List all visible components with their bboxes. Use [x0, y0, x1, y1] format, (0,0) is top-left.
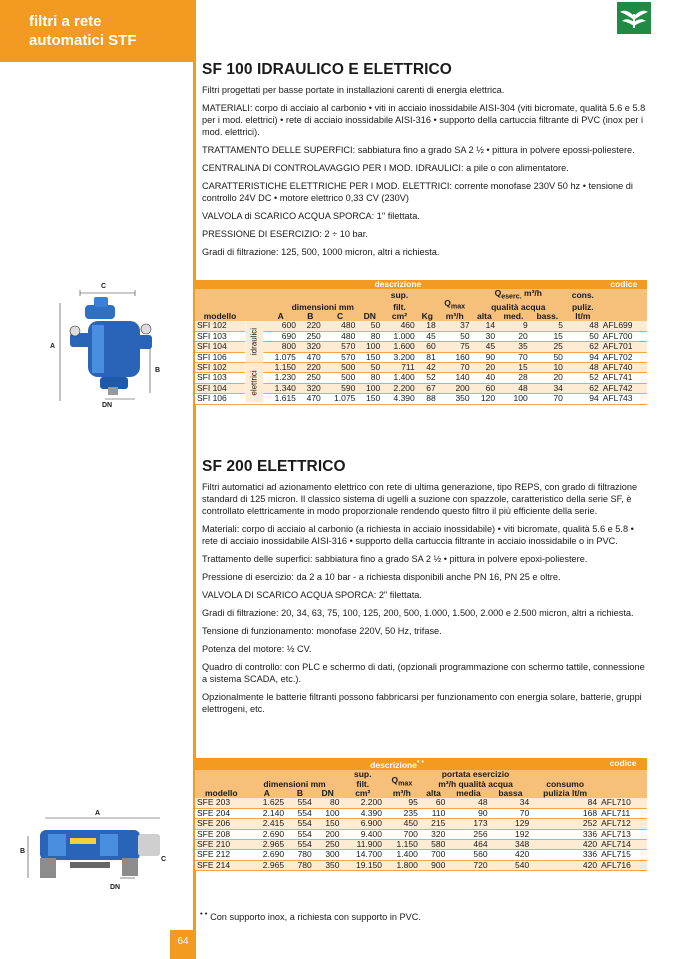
th-kg: Kg — [417, 312, 438, 321]
table-cell: 45 — [417, 331, 438, 341]
table-cell: 350 — [314, 860, 342, 870]
th-qmax: $Q_{max}$ — [438, 289, 472, 312]
th-pulizia: pulizia lt/m — [531, 789, 599, 798]
table-desc-header: descrizione• • — [195, 758, 599, 770]
table-cell: 220 — [298, 362, 323, 372]
table-cell: 62 — [565, 383, 601, 393]
th-c: C — [323, 312, 358, 321]
th-sup: sup. — [342, 770, 385, 779]
sf200-paragraph: VALVOLA DI SCARICO ACQUA SPORCA: 2" filettata. — [202, 590, 422, 600]
brand-logo-icon — [617, 2, 651, 34]
table-cell: SFI 104 — [195, 342, 245, 352]
th-dimensioni: dimensioni mm — [263, 289, 382, 312]
table-cell: AFL710 — [599, 798, 647, 808]
sf200-table-body — [195, 798, 647, 870]
dim-label-c: C — [101, 283, 107, 290]
sf100-section — [202, 61, 646, 264]
sf100-paragraph: PRESSIONE DI ESERCIZIO: 2 ÷ 10 bar. — [202, 229, 368, 239]
table-cell: AFL701 — [601, 342, 647, 352]
table-row — [195, 819, 647, 829]
table-cell: 200 — [438, 383, 472, 393]
table-cell: 2.965 — [248, 840, 287, 850]
table-cell: AFL716 — [599, 860, 647, 870]
table-cell: 460 — [382, 321, 417, 331]
table-cell: 80 — [357, 331, 382, 341]
table-row — [195, 798, 647, 808]
table-cell: 50 — [357, 321, 382, 331]
table-row — [195, 362, 647, 372]
table-cell: 220 — [298, 321, 323, 331]
table-cell: 50 — [530, 352, 565, 362]
table-cell: 94 — [565, 352, 601, 362]
table-cell: 192 — [490, 829, 532, 839]
page-number: 64 — [170, 930, 196, 959]
table-cell: 5 — [530, 321, 565, 331]
table-cell: 160 — [438, 352, 472, 362]
table-cell: 690 — [263, 331, 298, 341]
table-cell: 40 — [472, 373, 498, 383]
table-cell: 75 — [438, 342, 472, 352]
table-cell: 4.390 — [382, 394, 417, 404]
table-cell: SFE 210 — [195, 840, 248, 850]
table-cell: 35 — [497, 342, 530, 352]
table-cell: SFE 212 — [195, 850, 248, 860]
table-cell: 70 — [497, 352, 530, 362]
table-cell: 30 — [472, 331, 498, 341]
th-portata: portata esercizio — [420, 770, 531, 779]
table-cell: SFI 106 — [195, 394, 245, 404]
table-cell: 52 — [565, 373, 601, 383]
table-cell: 2.200 — [382, 383, 417, 393]
th-filt: filt. — [382, 303, 417, 312]
sf100-paragraph: Gradi di filtrazione: 125, 500, 1000 micron, altri a richiesta. — [202, 247, 440, 257]
table-cell: 42 — [417, 362, 438, 372]
table-cell: 470 — [298, 352, 323, 362]
section-tab — [0, 0, 193, 62]
table-cell: 60 — [417, 342, 438, 352]
table-cell: SFE 204 — [195, 808, 248, 818]
table-cell: 1.075 — [323, 394, 358, 404]
th-dn: DN — [357, 312, 382, 321]
sf100-paragraph: Filtri progettati per basse portate in installazioni carenti di energia elettrica. — [202, 85, 505, 95]
th-modello: modello — [195, 312, 245, 321]
table-cell: 700 — [384, 829, 420, 839]
table-cell: 700 — [420, 850, 448, 860]
table-cell: 45 — [472, 342, 498, 352]
table-cell: 470 — [298, 394, 323, 404]
table-cell: 60 — [472, 383, 498, 393]
table-cell: 2.965 — [248, 860, 287, 870]
table-cell: 110 — [420, 808, 448, 818]
table-cell: 215 — [420, 819, 448, 829]
th-portata2: m³/h qualità acqua — [420, 780, 531, 789]
table-cell: 256 — [447, 829, 489, 839]
table-cell: 50 — [438, 331, 472, 341]
table-cell: 20 — [472, 362, 498, 372]
table-cell: 780 — [286, 860, 314, 870]
table-cell: 168 — [531, 808, 599, 818]
table-cell: AFL742 — [601, 383, 647, 393]
sf100-title: SF 100 IDRAULICO E ELETTRICO — [202, 61, 452, 78]
table-row — [195, 829, 647, 839]
table-cell: SFI 102 — [195, 362, 245, 372]
table-cell: 1.340 — [263, 383, 298, 393]
sf200-filter-illustration — [10, 808, 190, 893]
group-label-idraulici: idraulici — [245, 321, 263, 362]
table-cell: 420 — [531, 840, 599, 850]
table-cell: 580 — [420, 840, 448, 850]
table-cell: 6.900 — [342, 819, 385, 829]
th-a: A — [263, 312, 298, 321]
table-cell: 48 — [497, 383, 530, 393]
table-cell: 464 — [447, 840, 489, 850]
table-cell: 48 — [447, 798, 489, 808]
table-cell: 200 — [314, 829, 342, 839]
table-cell: AFL715 — [599, 850, 647, 860]
table-cell: 1.150 — [263, 362, 298, 372]
sf100-paragraph: CARATTERISTICHE ELETTRICHE PER I MOD. ELETTRICI: corrente monofase 230V 50 hz • tensione di controllo 24V DC • motore elettrico 0,33 CV (230V) — [202, 181, 633, 203]
table-cell: 150 — [314, 819, 342, 829]
th-cons: cons. — [565, 289, 601, 302]
table-cell: 94 — [565, 394, 601, 404]
table-cell: 1.800 — [384, 860, 420, 870]
th-filt: filt. — [342, 780, 385, 789]
section-title-line2: automatici STF — [29, 32, 137, 49]
table-cell: 84 — [531, 798, 599, 808]
table-cell: 450 — [384, 819, 420, 829]
table-cell: 320 — [298, 342, 323, 352]
table-row — [195, 850, 647, 860]
table-cell: 50 — [357, 362, 382, 372]
section-title-line1: filtri a rete — [29, 13, 102, 30]
th-qmax: $Q_{max}$ — [384, 770, 420, 789]
sf200-paragraph: Filtri automatici ad azionamento elettrico con rete di ultima generazione, tipo REPS, con grado di filtrazione standard di 125 micron. Il classico sistema di ugelli a suzione con spazzole, caratteristico della serie SF, è controllato elettricamente in modo proporzionale rendendo questo filtro il più efficiente della serie. — [202, 482, 638, 516]
table-cell: 9 — [497, 321, 530, 331]
table-cell: 88 — [417, 394, 438, 404]
table-cell: 1.615 — [263, 394, 298, 404]
th-alta: alta — [420, 789, 448, 798]
sf100-paragraph: CENTRALINA DI CONTROLAVAGGIO PER I MOD. IDRAULICI: a pile o con alimentatore. — [202, 163, 569, 173]
table-cell: 590 — [323, 383, 358, 393]
table-cell: 67 — [417, 383, 438, 393]
sf200-paragraph: Potenza del motore: ½ CV. — [202, 644, 312, 654]
table-cell: 129 — [490, 819, 532, 829]
th-b: B — [298, 312, 323, 321]
table-cell: 2.690 — [248, 850, 287, 860]
table-code-header: codice — [601, 280, 647, 289]
dim-label-dn: DN — [110, 884, 121, 891]
table-cell: SFI 106 — [195, 352, 245, 362]
dim-label-c: C — [161, 856, 167, 863]
table-desc-header: descrizione — [195, 280, 601, 289]
table-cell: 15 — [530, 331, 565, 341]
table-cell: 52 — [417, 373, 438, 383]
table-cell: 2.140 — [248, 808, 287, 818]
footnote-text: Con supporto inox, a richiesta con supporto in PVC. — [210, 912, 421, 923]
th-alta: alta — [472, 312, 498, 321]
table-cell: 554 — [286, 819, 314, 829]
table-cell: SFI 104 — [195, 383, 245, 393]
table-cell: 1.075 — [263, 352, 298, 362]
table-cell: 711 — [382, 362, 417, 372]
table-cell: 48 — [565, 362, 601, 372]
sf200-section — [202, 458, 646, 721]
dim-label-a: A — [50, 343, 56, 350]
th-media: media — [447, 789, 489, 798]
table-cell: 19.150 — [342, 860, 385, 870]
table-cell: AFL702 — [601, 352, 647, 362]
table-cell: 560 — [447, 850, 489, 860]
sf200-paragraph: Materiali: corpo di acciaio al carbonio (a richiesta in acciaio inossidabile) • viti bicromate, qualità 5.6 e 5.8 • rete di acciaio inossidabile AISI-316 • supporto della cartuccia filtrante in acciaio inossidabile o in PVC. — [202, 524, 634, 546]
table-row — [195, 840, 647, 850]
table-cell: 20 — [530, 373, 565, 383]
table-cell: 4.390 — [342, 808, 385, 818]
table-cell: AFL711 — [599, 808, 647, 818]
table-cell: 570 — [323, 342, 358, 352]
table-cell: 28 — [497, 373, 530, 383]
th-med: med. — [497, 312, 530, 321]
table-cell: 800 — [263, 342, 298, 352]
sf100-paragraph: VALVOLA di SCARICO ACQUA SPORCA: 1" filettata. — [202, 211, 420, 221]
table-cell: 554 — [286, 829, 314, 839]
table-cell: SFE 203 — [195, 798, 248, 808]
table-cell: 336 — [531, 850, 599, 860]
table-cell: 100 — [497, 394, 530, 404]
th-lt: lt/m — [565, 312, 601, 321]
sf100-table — [195, 280, 647, 405]
table-cell: 9.400 — [342, 829, 385, 839]
table-cell: 14.700 — [342, 850, 385, 860]
sf200-title: SF 200 ELETTRICO — [202, 458, 346, 475]
table-cell: 600 — [263, 321, 298, 331]
dim-label-b: B — [20, 848, 26, 855]
th-b: B — [286, 789, 314, 798]
table-cell: 720 — [447, 860, 489, 870]
table-cell: 320 — [298, 383, 323, 393]
table-cell: 420 — [490, 850, 532, 860]
table-cell: 70 — [490, 808, 532, 818]
table-cell: 250 — [298, 331, 323, 341]
table-cell: 150 — [357, 352, 382, 362]
table-cell: 1.230 — [263, 373, 298, 383]
table-cell: 34 — [490, 798, 532, 808]
table-cell: 350 — [438, 394, 472, 404]
table-cell: 34 — [530, 383, 565, 393]
th-bass: bass. — [530, 312, 565, 321]
table-row — [195, 860, 647, 870]
table-cell: 11.900 — [342, 840, 385, 850]
table-cell: 90 — [472, 352, 498, 362]
th-qeserc: $Q_{eserc.}$ m³/h — [472, 289, 565, 302]
table-cell: 250 — [314, 840, 342, 850]
table-cell: 780 — [286, 850, 314, 860]
dim-label-dn: DN — [102, 402, 113, 409]
table-cell: 70 — [438, 362, 472, 372]
table-cell: 173 — [447, 819, 489, 829]
table-cell: 1.625 — [248, 798, 287, 808]
th-dn: DN — [314, 789, 342, 798]
table-cell: 48 — [565, 321, 601, 331]
sf100-paragraph: TRATTAMENTO DELLE SUPERFICI: sabbiatura fino a grado SA 2 ½ • pittura in polvere epossi-poliestere. — [202, 145, 635, 155]
table-cell: 554 — [286, 808, 314, 818]
table-cell: 570 — [323, 352, 358, 362]
table-cell: 1.400 — [382, 373, 417, 383]
dim-label-a: A — [95, 810, 101, 817]
th-bassa: bassa — [490, 789, 532, 798]
table-cell: 540 — [490, 860, 532, 870]
table-cell: 480 — [323, 331, 358, 341]
table-cell: 81 — [417, 352, 438, 362]
table-cell: AFL700 — [601, 331, 647, 341]
table-cell: AFL713 — [599, 829, 647, 839]
table-cell: 252 — [531, 819, 599, 829]
table-cell: 50 — [565, 331, 601, 341]
table-code-header: codice — [599, 758, 647, 770]
table-cell: AFL699 — [601, 321, 647, 331]
table-cell: 10 — [530, 362, 565, 372]
table-cell: SFI 103 — [195, 331, 245, 341]
table-cell: 2.690 — [248, 829, 287, 839]
table-cell: 80 — [314, 798, 342, 808]
table-cell: 1.000 — [382, 331, 417, 341]
th-sup: sup. — [382, 289, 417, 302]
th-cm2: cm² — [342, 789, 385, 798]
filter-battery-drawing-icon — [10, 808, 190, 893]
table-cell: 80 — [357, 373, 382, 383]
table-cell: 235 — [384, 808, 420, 818]
table-cell: 348 — [490, 840, 532, 850]
th-m3h: m³/h — [438, 312, 472, 321]
table-cell: SFE 214 — [195, 860, 248, 870]
table-cell: 60 — [420, 798, 448, 808]
table-cell: 300 — [314, 850, 342, 860]
table-row — [195, 321, 647, 331]
sf200-table — [195, 758, 647, 871]
sf200-paragraph: Opzionalmente le batterie filtranti possono fabbricarsi per funzionamento con energia solare, batterie, gruppi elettrogeni, etc. — [202, 692, 642, 714]
table-cell: 2.200 — [342, 798, 385, 808]
table-cell: 900 — [420, 860, 448, 870]
table-cell: AFL741 — [601, 373, 647, 383]
table-cell: 100 — [314, 808, 342, 818]
table-cell: 500 — [323, 362, 358, 372]
sf100-table-body — [195, 321, 647, 404]
table-cell: AFL712 — [599, 819, 647, 829]
table-cell: 150 — [357, 394, 382, 404]
table-cell: 18 — [417, 321, 438, 331]
table-cell: 554 — [286, 840, 314, 850]
table-cell: SFI 102 — [195, 321, 245, 331]
table-cell: 3.200 — [382, 352, 417, 362]
footnote-marker: • • — [200, 909, 208, 918]
th-consumo: consumo — [531, 770, 599, 789]
th-puliz: puliz. — [565, 303, 601, 312]
table-cell: 554 — [286, 798, 314, 808]
table-cell: 320 — [420, 829, 448, 839]
group-label-elettrici: elettrici — [245, 362, 263, 404]
table-row — [195, 808, 647, 818]
table-cell: 120 — [472, 394, 498, 404]
table-cell: 90 — [447, 808, 489, 818]
table-cell: 140 — [438, 373, 472, 383]
table-cell: 100 — [357, 383, 382, 393]
table-cell: 95 — [384, 798, 420, 808]
table-cell: 480 — [323, 321, 358, 331]
table-cell: 250 — [298, 373, 323, 383]
table-cell: 1.400 — [384, 850, 420, 860]
dim-label-b: B — [155, 367, 161, 374]
table-cell: 100 — [357, 342, 382, 352]
sf100-paragraph: MATERIALI: corpo di acciaio al carbonio • viti in acciaio inossidabile AISI-304 (viti bicromate, qualità 5.6 e 5.8 per i mod. elettrici) • rete di acciaio inossidabile AISI-316 • supporto della cartuccia filtrante di PVC (inox per i mod. elettrici). — [202, 103, 646, 137]
table-cell: 15 — [497, 362, 530, 372]
sf200-paragraph: Tensione di funzionamento: monofase 220V, 50 Hz, trifase. — [202, 626, 442, 636]
table-cell: 62 — [565, 342, 601, 352]
table-cell: 336 — [531, 829, 599, 839]
sf200-paragraph: Quadro di controllo: con PLC e schermo di dati, (opzionali programmazione con schermo tattile, connessione a sistema SCADA, etc.). — [202, 662, 645, 684]
th-cm2: cm² — [382, 312, 417, 321]
table-cell: SFI 103 — [195, 373, 245, 383]
table-cell: SFE 206 — [195, 819, 248, 829]
table-cell: AFL743 — [601, 394, 647, 404]
table-cell: 70 — [530, 394, 565, 404]
th-modello: modello — [195, 789, 248, 798]
table-cell: 20 — [497, 331, 530, 341]
th-dimensioni: dimensioni mm — [248, 770, 342, 789]
table-cell: 14 — [472, 321, 498, 331]
th-m3h: m³/h — [384, 789, 420, 798]
table-cell: 1.150 — [384, 840, 420, 850]
sf200-paragraph: Trattamento delle superfici: sabbiatura fino a grado SA 2 ½ • pittura in polvere epoxi-poliestere. — [202, 554, 588, 564]
table-cell: 500 — [323, 373, 358, 383]
th-a: A — [248, 789, 287, 798]
th-qualita: qualità acqua — [472, 303, 565, 312]
sf200-paragraph: Pressione di esercizio: da 2 a 10 bar - a richiesta disponibili anche PN 16, PN 25 e oltre. — [202, 572, 561, 582]
table-cell: AFL740 — [601, 362, 647, 372]
sf200-paragraph: Gradi di filtrazione: 20, 34, 63, 75, 100, 125, 200, 500, 1.000, 1.500, 2.000 e 2.500 micron, altri a richiesta. — [202, 608, 634, 618]
table-cell: 1.600 — [382, 342, 417, 352]
table-cell: SFE 208 — [195, 829, 248, 839]
table-cell: AFL714 — [599, 840, 647, 850]
sf100-filter-illustration — [30, 283, 190, 423]
footnote — [200, 909, 421, 922]
table-cell: 25 — [530, 342, 565, 352]
table-cell: 420 — [531, 860, 599, 870]
table-cell: 37 — [438, 321, 472, 331]
table-cell: 2.415 — [248, 819, 287, 829]
